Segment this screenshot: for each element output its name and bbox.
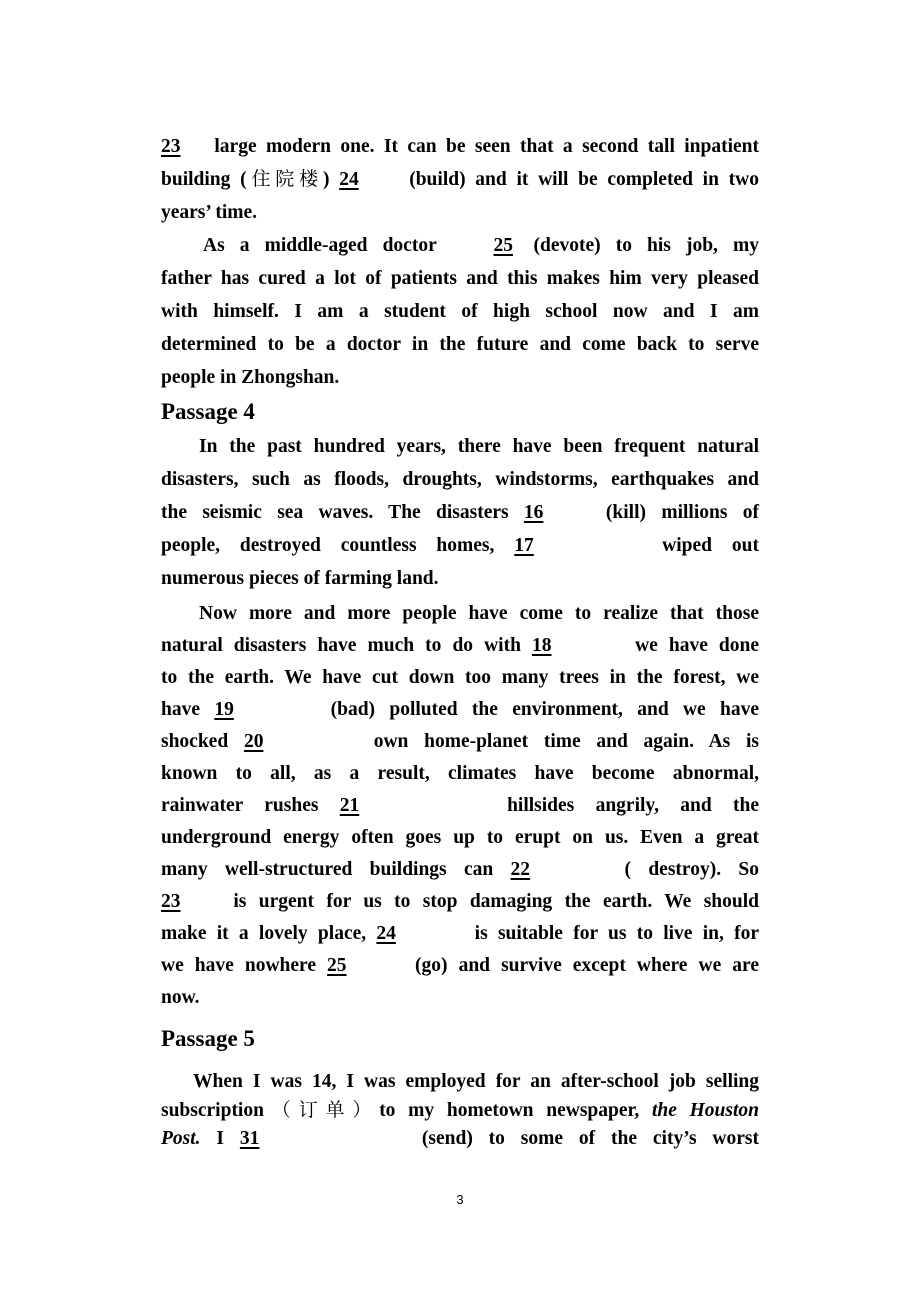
text-line [161,496,759,529]
text-line: Now more and more people have come to realize that those [199,603,759,624]
line-text: make it a lovely place, [161,923,367,944]
text-line: with himself. I am a student of high school now and I am [161,301,759,322]
text-line [161,726,759,758]
passage3-ending [161,130,759,394]
text-line [161,918,759,950]
line-text: large modern one. It can be seen that a second tall inpatient [214,136,760,157]
text-line [161,1125,759,1153]
line-text: is suitable for us to live in, for [474,923,760,944]
line-text: shocked [161,731,229,752]
blank-23[interactable]: 23 [161,891,181,912]
line-text: have [161,699,200,720]
line-text: people, destroyed countless homes, [161,535,495,556]
text-line [161,950,759,982]
chinese-text: 住院楼 [246,168,323,190]
text-line: now. [161,987,200,1008]
line-text: (bad) polluted the environment, and we have [330,699,760,720]
line-text: (build) and it will be completed in two [409,169,759,190]
passage4-body [161,430,759,1014]
text-line [161,1096,759,1125]
text-line: father has cured a lot of patients and this makes him very pleased [161,268,759,289]
line-text: (devote) to his job, my [533,235,760,256]
text-line: When I was 14, I was employed for an after-school job selling [193,1071,759,1092]
text-line [161,630,759,662]
blank-31[interactable]: 31 [239,1128,260,1149]
line-text: we have done [635,635,760,656]
line-text: rainwater rushes [161,795,319,816]
line-text: building ( [161,169,247,190]
text-line: years’ time. [161,202,258,223]
newspaper-name: the Houston [651,1100,759,1121]
line-text: is urgent for us to stop damaging the earth. We should [233,891,759,912]
passage5-body [161,1068,759,1153]
blank-21[interactable]: 21 [339,795,360,816]
text-line [161,790,759,822]
line-text: subscription [161,1100,264,1121]
text-line: known to all, as a result, climates have become abnormal, [161,763,759,784]
text-line [161,130,759,163]
line-text: hillsides angrily, and the [507,795,759,816]
line-text: As a middle-aged doctor [203,235,437,256]
text-line [161,529,759,562]
blank-23[interactable]: 23 [161,136,181,157]
text-line: determined to be a doctor in the future and come back to serve [161,334,759,355]
text-line: disasters, such as floods, droughts, windstorms, earthquakes and [161,469,759,490]
text-line: underground energy often goes up to erupt on us. Even a great [161,827,759,848]
line-text: (kill) millions of [605,502,759,523]
text-line: to the earth. We have cut down too many trees in the forest, we [161,667,759,688]
blank-25[interactable]: 25 [327,955,347,976]
page-number: 3 [456,1192,464,1207]
line-text: natural disasters have much to do with [161,635,521,656]
blank-25[interactable]: 25 [493,235,513,256]
text-line [161,694,759,726]
chinese-text: （订单） [263,1099,380,1121]
line-text: wiped out [662,535,759,556]
text-line: In the past hundred years, there have been frequent natural [199,436,759,457]
passage-4-heading: Passage 4 [161,399,255,424]
blank-22[interactable]: 22 [510,859,531,880]
blank-24[interactable]: 24 [376,923,396,944]
blank-20[interactable]: 20 [243,731,264,752]
line-text: to my hometown newspaper, [379,1100,640,1121]
line-text: we have nowhere [161,955,316,976]
line-text: (send) to some of the city’s worst [421,1128,760,1149]
blank-19[interactable]: 19 [214,699,234,720]
blank-17[interactable]: 17 [514,535,534,556]
line-text: many well-structured buildings can [161,859,494,880]
passage-5-heading: Passage 5 [161,1026,255,1051]
text-line [161,229,759,262]
line-text: ( destroy). So [624,859,760,880]
blank-16[interactable]: 16 [523,502,544,523]
text-line [161,854,759,886]
line-text: I [216,1128,225,1149]
newspaper-name: Post. [161,1128,201,1149]
line-text: own home-planet time and again. As is [373,731,760,752]
text-line: people in Zhongshan. [161,367,340,388]
line-text: the seismic sea waves. The disasters [161,502,509,523]
text-line [161,886,759,918]
text-line: numerous pieces of farming land. [161,568,439,589]
text-line [161,163,759,196]
blank-24[interactable]: 24 [339,169,359,190]
line-text: ) [323,169,340,190]
blank-18[interactable]: 18 [532,635,552,656]
line-text: (go) and survive except where we are [415,955,759,976]
